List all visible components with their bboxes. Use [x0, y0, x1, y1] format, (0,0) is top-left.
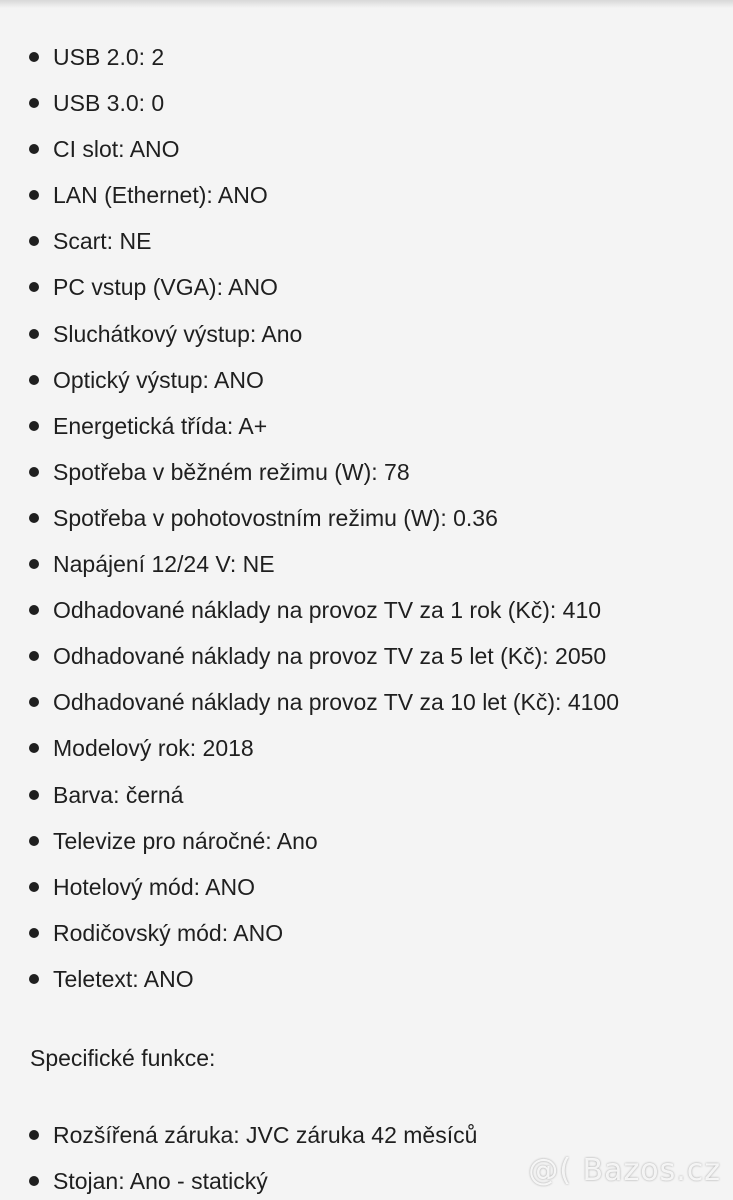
- list-item: [0, 311, 733, 357]
- bullet-icon: [29, 421, 39, 431]
- list-item: [0, 264, 733, 310]
- bullet-icon: [29, 882, 39, 892]
- list-item-text: Scart: NE: [53, 228, 152, 255]
- list-item-text: LAN (Ethernet): ANO: [53, 182, 268, 209]
- list-item-text: Optický výstup: ANO: [53, 366, 264, 393]
- list-item-text: Energetická třída: A+: [53, 412, 268, 439]
- list-item: [0, 541, 733, 587]
- list-item-text: Odhadované náklady na provoz TV za 5 let (Kč): 2050: [53, 643, 607, 670]
- bullet-icon: [29, 743, 39, 753]
- list-item-text: Spotřeba v běžném režimu (W): 78: [53, 458, 410, 485]
- bullet-icon: [29, 559, 39, 569]
- list-item-text: Napájení 12/24 V: NE: [53, 551, 275, 578]
- list-item: [0, 910, 733, 956]
- list-item: [0, 864, 733, 910]
- list-item-text: Rodičovský mód: ANO: [53, 919, 284, 946]
- list-item-text: CI slot: ANO: [53, 136, 180, 163]
- list-item: [0, 403, 733, 449]
- list-item: [0, 587, 733, 633]
- bullet-icon: [29, 974, 39, 984]
- list-item: [0, 449, 733, 495]
- list-item-text: PC vstup (VGA): ANO: [53, 274, 278, 301]
- list-item: [0, 495, 733, 541]
- list-item-text: Modelový rok: 2018: [53, 735, 254, 762]
- bullet-icon: [29, 836, 39, 846]
- bullet-icon: [29, 98, 39, 108]
- list-item: [0, 34, 733, 80]
- list-item: [0, 633, 733, 679]
- bullet-icon: [29, 467, 39, 477]
- bullet-icon: [29, 651, 39, 661]
- list-item: [0, 679, 733, 725]
- bullet-icon: [29, 605, 39, 615]
- section-heading-specific-functions: Specifické funkce:: [30, 1045, 216, 1071]
- list-item-text: Odhadované náklady na provoz TV za 1 rok (Kč): 410: [53, 597, 602, 624]
- bullet-icon: [29, 144, 39, 154]
- list-item: [0, 818, 733, 864]
- list-item-text: Hotelový mód: ANO: [53, 873, 255, 900]
- list-item: [0, 218, 733, 264]
- list-item-text: Teletext: ANO: [53, 965, 194, 992]
- list-item-text: Stojan: Ano - statický: [53, 1168, 268, 1195]
- list-item: [0, 1112, 733, 1158]
- list-item-text: Rozšířená záruka: JVC záruka 42 měsíců: [53, 1122, 478, 1148]
- list-item: [0, 172, 733, 218]
- bullet-icon: [29, 375, 39, 385]
- bullet-icon: [29, 1130, 39, 1140]
- list-item: [0, 80, 733, 126]
- list-item-text: Barva: černá: [53, 781, 184, 808]
- bullet-icon: [29, 190, 39, 200]
- bullet-icon: [29, 697, 39, 707]
- spec-list: [0, 34, 733, 1002]
- bullet-icon: [29, 513, 39, 523]
- list-item: [0, 956, 733, 1002]
- list-item: [0, 772, 733, 818]
- bullet-icon: [29, 282, 39, 292]
- list-item: [0, 126, 733, 172]
- list-item-text: Odhadované náklady na provoz TV za 10 let (Kč): 4100: [53, 689, 619, 716]
- bazos-watermark-logo: @( Bazos.cz: [528, 1153, 721, 1188]
- list-item-text: Spotřeba v pohotovostním režimu (W): 0.36: [53, 504, 498, 531]
- bullet-icon: [29, 928, 39, 938]
- bullet-icon: [29, 236, 39, 246]
- list-item-text: USB 3.0: 0: [53, 90, 165, 117]
- bullet-icon: [29, 52, 39, 62]
- list-item-text: Sluchátkový výstup: Ano: [53, 320, 303, 347]
- list-item: [0, 357, 733, 403]
- list-item-text: USB 2.0: 2: [53, 44, 165, 70]
- bullet-icon: [29, 1176, 39, 1186]
- bullet-icon: [29, 329, 39, 339]
- list-item-text: Televize pro náročné: Ano: [53, 827, 318, 854]
- list-item: [0, 725, 733, 771]
- bullet-icon: [29, 790, 39, 800]
